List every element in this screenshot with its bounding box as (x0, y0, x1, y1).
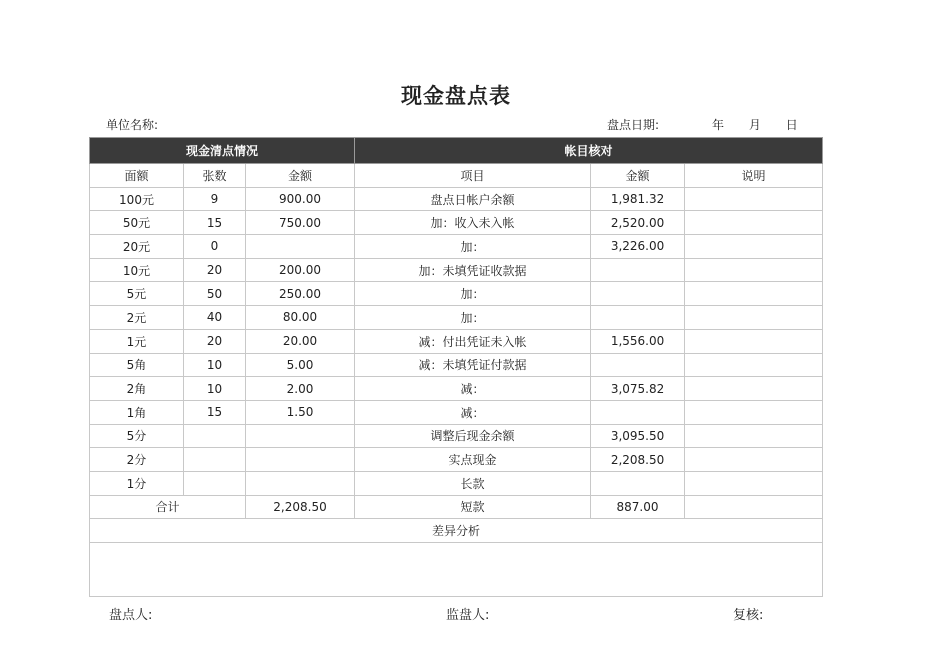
table-row (90, 282, 823, 306)
denomination-cell: 5角 (90, 353, 184, 377)
item-cell: 加： (355, 235, 591, 259)
count-cell (184, 448, 246, 472)
amount2-cell: 3,226.00 (591, 235, 685, 259)
denomination-cell: 2角 (90, 377, 184, 401)
item-cell: 减：付出凭证未入帐 (355, 329, 591, 353)
note-cell (685, 329, 823, 353)
denomination-cell: 5分 (90, 424, 184, 448)
page-title: 现金盘点表 (401, 84, 511, 108)
col-amount: 金额 (246, 164, 355, 188)
count-cell: 50 (184, 282, 246, 306)
amount2-cell (591, 471, 685, 495)
amount2-cell: 1,981.32 (591, 187, 685, 211)
denomination-cell: 50元 (90, 211, 184, 235)
difference-analysis-label: 差异分析 (90, 519, 823, 543)
denomination-cell: 2元 (90, 306, 184, 330)
note-cell (685, 235, 823, 259)
note-cell (685, 187, 823, 211)
item-cell: 加：收入未入帐 (355, 211, 591, 235)
amount-cell: 200.00 (246, 258, 355, 282)
count-cell: 0 (184, 235, 246, 259)
note-cell (685, 258, 823, 282)
denomination-cell: 100元 (90, 187, 184, 211)
denomination-cell: 5元 (90, 282, 184, 306)
count-cell (184, 471, 246, 495)
denomination-cell: 1分 (90, 471, 184, 495)
amount-cell: 2.00 (246, 377, 355, 401)
count-cell: 9 (184, 187, 246, 211)
count-cell: 10 (184, 377, 246, 401)
table-row (90, 258, 823, 282)
item-cell: 调整后现金余额 (355, 424, 591, 448)
note-cell (685, 448, 823, 472)
amount2-cell: 2,208.50 (591, 448, 685, 472)
day-label: 日 (785, 118, 798, 132)
col-note: 说明 (685, 164, 823, 188)
date-parts (712, 116, 819, 133)
total-label: 合计 (90, 495, 246, 519)
amount2-cell: 3,095.50 (591, 424, 685, 448)
shortage-label: 短款 (355, 495, 591, 519)
amount-cell: 900.00 (246, 187, 355, 211)
section-header-row (90, 138, 823, 164)
item-cell: 实点现金 (355, 448, 591, 472)
shortage-amount: 887.00 (591, 495, 685, 519)
amount2-cell (591, 400, 685, 424)
amount2-cell: 1,556.00 (591, 329, 685, 353)
count-cell: 40 (184, 306, 246, 330)
note-cell (685, 471, 823, 495)
amount-cell (246, 471, 355, 495)
amount-cell: 80.00 (246, 306, 355, 330)
table-row (90, 187, 823, 211)
count-cell: 15 (184, 211, 246, 235)
cash-count-table (89, 137, 823, 597)
amount2-cell (591, 282, 685, 306)
table-row (90, 448, 823, 472)
amount-cell (246, 424, 355, 448)
amount-cell: 20.00 (246, 329, 355, 353)
count-date-label: 盘点日期: (607, 118, 660, 132)
amount2-cell: 3,075.82 (591, 377, 685, 401)
count-cell: 20 (184, 258, 246, 282)
item-cell: 加： (355, 306, 591, 330)
col-denomination: 面额 (90, 164, 184, 188)
section-cash-count: 现金清点情况 (90, 138, 355, 164)
difference-analysis-content (90, 543, 823, 597)
amount2-cell (591, 306, 685, 330)
note-cell (685, 400, 823, 424)
item-cell: 减： (355, 377, 591, 401)
note-cell (685, 353, 823, 377)
amount-cell (246, 235, 355, 259)
amount-cell: 750.00 (246, 211, 355, 235)
item-cell: 减：未填凭证付款据 (355, 353, 591, 377)
supervisor-signature-label: 监盘人: (446, 608, 490, 623)
table-row (90, 377, 823, 401)
item-cell: 盘点日帐户余额 (355, 187, 591, 211)
item-cell: 加：未填凭证收款据 (355, 258, 591, 282)
note-cell (685, 211, 823, 235)
amount-cell (246, 448, 355, 472)
analysis-content-row (90, 543, 823, 597)
denomination-cell: 10元 (90, 258, 184, 282)
total-row (90, 495, 823, 519)
count-cell: 20 (184, 329, 246, 353)
amount-cell: 5.00 (246, 353, 355, 377)
counter-signature-label: 盘点人: (109, 608, 153, 623)
reviewer-signature-label: 复核: (733, 608, 764, 623)
table-row (90, 400, 823, 424)
analysis-header-row (90, 519, 823, 543)
count-cell: 15 (184, 400, 246, 424)
table-row (90, 329, 823, 353)
total-amount: 2,208.50 (246, 495, 355, 519)
count-cell: 10 (184, 353, 246, 377)
denomination-cell: 1元 (90, 329, 184, 353)
note-cell (685, 282, 823, 306)
amount2-cell (591, 353, 685, 377)
amount2-cell: 2,520.00 (591, 211, 685, 235)
col-amount2: 金额 (591, 164, 685, 188)
amount2-cell (591, 258, 685, 282)
section-account-check: 帐目核对 (355, 138, 823, 164)
table-row (90, 211, 823, 235)
table-row (90, 353, 823, 377)
amount-cell: 250.00 (246, 282, 355, 306)
note-cell (685, 306, 823, 330)
item-cell: 加： (355, 282, 591, 306)
count-cell (184, 424, 246, 448)
table-row (90, 306, 823, 330)
table-row (90, 471, 823, 495)
denomination-cell: 1角 (90, 400, 184, 424)
table-row (90, 424, 823, 448)
column-header-row (90, 164, 823, 188)
month-label: 月 (748, 118, 761, 132)
denomination-cell: 20元 (90, 235, 184, 259)
denomination-cell: 2分 (90, 448, 184, 472)
col-item: 项目 (355, 164, 591, 188)
col-count: 张数 (184, 164, 246, 188)
note-cell (685, 377, 823, 401)
total-note (685, 495, 823, 519)
note-cell (685, 424, 823, 448)
item-cell: 长款 (355, 471, 591, 495)
unit-name-label: 单位名称: (106, 118, 159, 132)
table-row (90, 235, 823, 259)
year-label: 年 (712, 118, 725, 132)
amount-cell: 1.50 (246, 400, 355, 424)
item-cell: 减： (355, 400, 591, 424)
